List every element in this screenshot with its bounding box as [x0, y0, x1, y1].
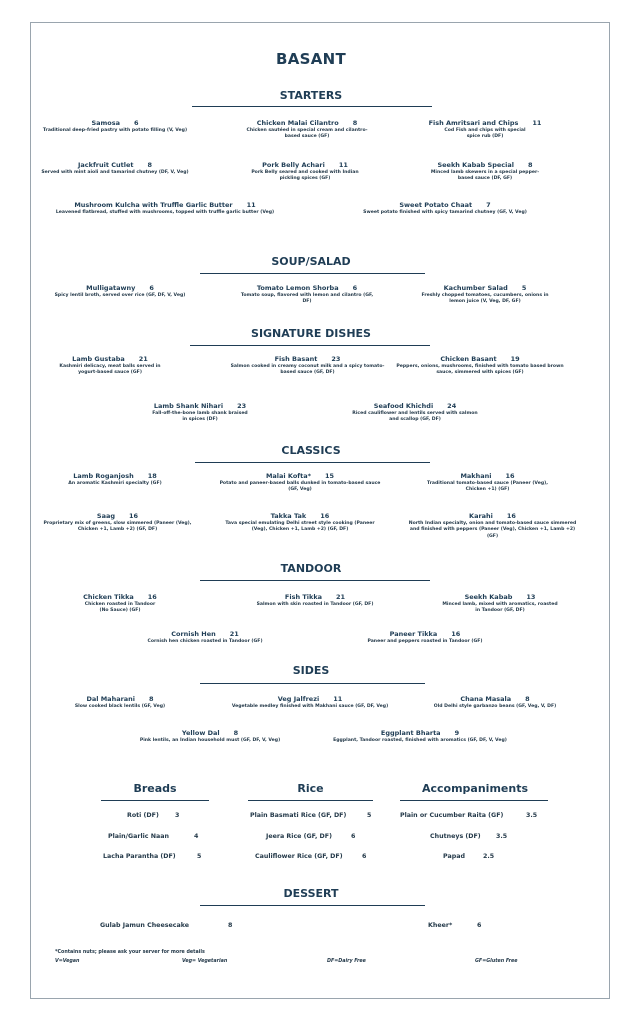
menu-item: Plain Basmati Rice (GF, DF) 5 — [250, 812, 372, 819]
menu-item: Makhani 16 Traditional tomato-based sauce (Paneer (Veg), Chicken +1) (GF) — [427, 472, 548, 493]
menu-item: Yellow Dal 8 Pink lentils, an Indian household must (GF, DF, V, Veg) — [139, 729, 281, 743]
menu-item: Seekh Kabab 13 Minced lamb, mixed with aromatics, roasted in Tandoor (GF, DF) — [442, 593, 558, 614]
menu-item: Seekh Kabab Special 8 Minced lamb skewers in a special pepper-based sauce (DF, GF) — [430, 161, 540, 182]
menu-item: Fish Basant 23 Salmon cooked in creamy coconut milk and a spicy tomato-based sauce (GF, DF) — [230, 355, 385, 376]
section-divider — [192, 106, 432, 107]
section-divider — [248, 800, 373, 801]
menu-item: Samosa 6 Traditional deep-fried pastry with potato filling (V, Veg) — [42, 119, 188, 133]
section-divider — [200, 580, 430, 581]
menu-item: Lamb Roganjosh 18 An aromatic Kashmiri specialty (GF) — [68, 472, 162, 486]
menu-item: Eggplant Bharta 9 Eggplant, Tandoor roasted, finished with aromatics (GF, DF, V, Veg) — [333, 729, 507, 743]
menu-item: Takka Tak 16 Tava special emulating Delhi street style cooking (Paneer (Veg), Chicken +1, Lamb +2) (GF, DF) — [225, 512, 375, 533]
section-divider — [200, 273, 425, 274]
menu-item: Saag 16 Proprietary mix of greens, slow simmered (Paneer (Veg), Chicken +1, Lamb +2) (GF, DF) — [43, 512, 192, 533]
menu-item: Cauliflower Rice (GF, DF) 6 — [255, 853, 367, 860]
menu-item: Jackfruit Cutlet 8 Served with mint aioli and tamarind chutney (DF, V, Veg) — [41, 161, 189, 175]
section-title-soup-salad: SOUP/SALAD — [271, 255, 351, 268]
menu-item: Lamb Shank Nihari 23 Fall-off-the-bone lamb shank braised in spices (DF) — [152, 402, 248, 423]
menu-item: Chicken Tikka 16 Chicken roasted in Tandoor (No Sauce) (GF) — [83, 593, 157, 614]
menu-item: Kachumber Salad 5 Freshly chopped tomatoes, cucumbers, onions in lemon juice (V, Veg, DF, GF) — [421, 284, 549, 305]
menu-item: Plain or Cucumber Raita (GF) 3.5 — [400, 812, 538, 819]
section-divider — [195, 462, 430, 463]
section-title-dessert: DESSERT — [283, 887, 339, 900]
section-divider — [200, 905, 425, 906]
menu-item: Chana Masala 8 Old Delhi style garbanzo beans (GF, Veg, V, DF) — [433, 695, 557, 709]
menu-item: Karahi 16 North Indian specialty, onion and tomato-based sauce simmered and finished with peppers (Paneer (Veg), Chicken +1, Lamb +2) (GF) — [408, 512, 577, 539]
section-title-classics: CLASSICS — [281, 444, 341, 457]
section-title-sides: SIDES — [292, 664, 330, 677]
menu-item: Jeera Rice (GF, DF) 6 — [266, 833, 356, 840]
menu-item: Mulligatawny 6 Spicy lentil broth, served over rice (GF, DF, V, Veg) — [54, 284, 186, 298]
section-title-signature: SIGNATURE DISHES — [251, 327, 371, 340]
section-divider — [101, 800, 209, 801]
menu-item: Kheer* 6 — [428, 922, 482, 929]
legend-dairy-free: DF=Dairy Free — [327, 959, 366, 964]
legend-gluten-free: GF=Gluten Free — [475, 959, 518, 964]
menu-item: Seafood Khichdi 24 Riced cauliflower and lentils served with salmon and scallop (GF, DF) — [352, 402, 478, 423]
menu-item: Roti (DF) 3 — [127, 812, 180, 819]
menu-item: Fish Amritsari and Chips 11 Cod Fish and chips with special spice rub (DF) — [428, 119, 542, 140]
menu-item: Dal Maharani 8 Slow cooked black lentils (GF, Veg) — [74, 695, 166, 709]
legend-vegetarian: Veg= Vegetarian — [182, 959, 228, 964]
menu-item: Papad 2.5 — [443, 853, 495, 860]
section-divider — [190, 345, 430, 346]
menu-item: Lamb Gustaba 21 Kashmiri delicacy, meat balls served in yogurt-based sauce (GF) — [59, 355, 161, 376]
restaurant-name: BASANT — [275, 50, 347, 68]
menu-item: Sweet Potato Chaat 7 Sweet potato finished with spicy tamarind chutney (GF, V, Veg) — [363, 201, 527, 215]
section-divider — [400, 800, 548, 801]
nuts-note: *Contains nuts; please ask your server for more details — [55, 950, 205, 955]
column-title-rice: Rice — [297, 782, 324, 795]
menu-item: Tomato Lemon Shorba 6 Tomato soup, flavored with lemon and cilantro (GF, DF) — [240, 284, 374, 305]
section-title-tandoor: TANDOOR — [280, 562, 342, 575]
menu-item: Gulab Jamun Cheesecake 8 — [100, 922, 233, 929]
column-title-breads: Breads — [133, 782, 177, 795]
menu-item: Chicken Malai Cilantro 8 Chicken sautéed in special cream and cilantro-based sauce (GF) — [246, 119, 368, 140]
menu-item: Lacha Parantha (DF) 5 — [103, 853, 202, 860]
menu-item: Veg Jalfrezi 11 Vegetable medley finished with Makhani sauce (GF, DF, Veg) — [231, 695, 389, 709]
menu-item: Chicken Basant 19 Peppers, onions, mushrooms, finished with tomato based brown sauce, simmered with spices (GF) — [396, 355, 564, 376]
section-title-starters: STARTERS — [279, 89, 343, 102]
menu-item: Fish Tikka 21 Salmon with skin roasted in Tandoor (GF, DF) — [256, 593, 374, 607]
menu-item: Paneer Tikka 16 Paneer and peppers roasted in Tandoor (GF) — [367, 630, 483, 644]
menu-item: Cornish Hen 21 Cornish hen chicken roasted in Tandoor (GF) — [147, 630, 263, 644]
legend-vegan: V=Vegan — [55, 959, 80, 964]
menu-item: Chutneys (DF) 3.5 — [430, 833, 508, 840]
menu-item: Plain/Garlic Naan 4 — [108, 833, 199, 840]
menu-item: Malai Kofta* 15 Potato and paneer-based balls dunked in tomato-based sauce (GF, Veg) — [219, 472, 381, 493]
section-divider — [200, 683, 425, 684]
menu-item: Mushroom Kulcha with Truffle Garlic Butter 11 Leavened flatbread, stuffed with mushrooms, topped with truffle garlic butter (Veg) — [55, 201, 275, 215]
column-title-accompaniments: Accompaniments — [421, 782, 529, 795]
menu-item: Pork Belly Achari 11 Pork Belly seared and cooked with Indian pickling spices (GF) — [251, 161, 359, 182]
